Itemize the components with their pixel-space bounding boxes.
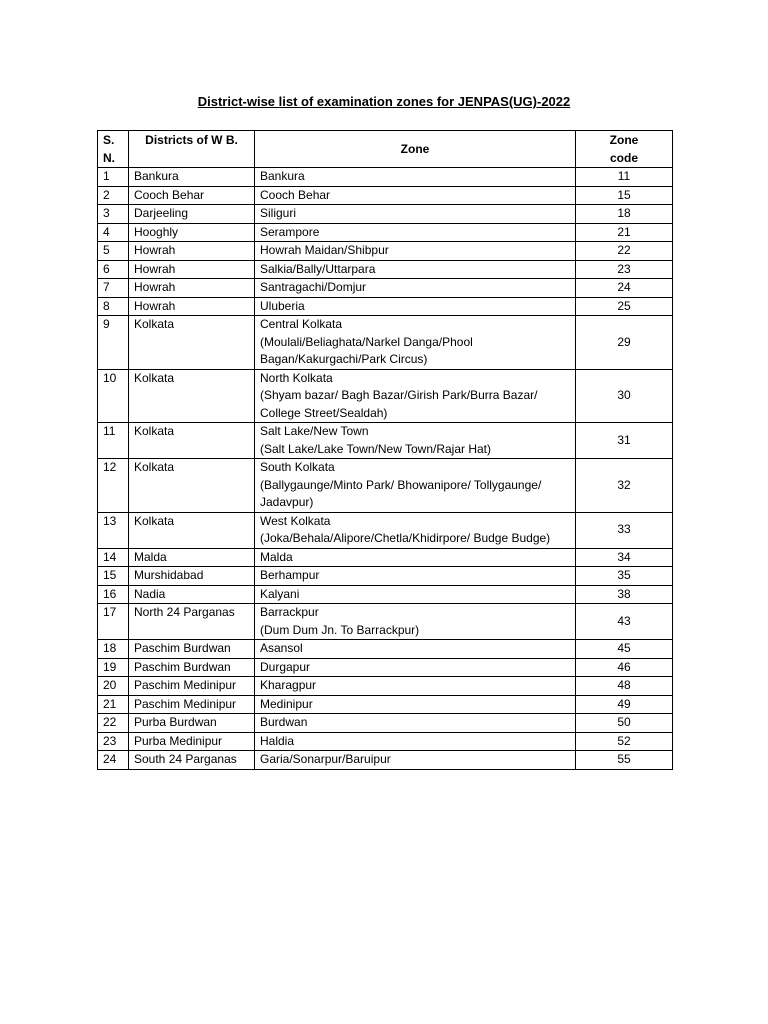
header-zone-code xyxy=(576,131,673,168)
cell-zone-code: 31 xyxy=(576,423,673,459)
zone-line: Medinipur xyxy=(260,696,313,711)
zone-line: Durgapur xyxy=(260,659,311,674)
zone-line: Serampore xyxy=(260,224,320,239)
cell-zone xyxy=(255,548,576,567)
cell-zone-code: 52 xyxy=(576,732,673,751)
cell-zone-code: 18 xyxy=(576,205,673,224)
zone-line: (Ballygaunge/Minto Park/ Bhowanipore/ Tollygaunge/ xyxy=(260,477,542,492)
page-title: District-wise list of examination zones for JENPAS(UG)-2022 xyxy=(197,94,571,109)
cell-district: Malda xyxy=(129,548,255,567)
cell-zone xyxy=(255,695,576,714)
table-row xyxy=(98,604,673,640)
table-row xyxy=(98,297,673,316)
cell-zone-code: 22 xyxy=(576,242,673,261)
zone-line: Garia/Sonarpur/Baruipur xyxy=(260,752,391,766)
cell-district: Nadia xyxy=(129,585,255,604)
table-row xyxy=(98,548,673,567)
zone-line: Barrackpur xyxy=(260,605,319,619)
cell-zone xyxy=(255,316,576,370)
table-row xyxy=(98,223,673,242)
zone-line: Asansol xyxy=(260,641,303,655)
cell-sn: 12 xyxy=(98,459,129,513)
zones-table xyxy=(97,130,673,770)
zone-line: Howrah Maidan/Shibpur xyxy=(260,243,389,257)
zone-line: Burdwan xyxy=(260,715,308,729)
table-row xyxy=(98,732,673,751)
zone-line: Bankura xyxy=(260,169,305,183)
cell-district: Bankura xyxy=(129,168,255,187)
table-row xyxy=(98,751,673,770)
cell-district: Darjeeling xyxy=(129,205,255,224)
zone-line: (Salt Lake/Lake Town/New Town/Rajar Hat) xyxy=(260,441,491,456)
cell-district: Howrah xyxy=(129,242,255,261)
cell-district: Kolkata xyxy=(129,369,255,423)
cell-sn: 23 xyxy=(98,732,129,751)
cell-sn: 1 xyxy=(98,168,129,187)
cell-district: Paschim Burdwan xyxy=(129,640,255,659)
cell-district: Cooch Behar xyxy=(129,186,255,205)
table-row xyxy=(98,714,673,733)
cell-zone-code: 48 xyxy=(576,677,673,696)
zone-line: Santragachi/Domjur xyxy=(260,280,367,294)
cell-sn: 18 xyxy=(98,640,129,659)
table-row xyxy=(98,242,673,261)
cell-district: Hooghly xyxy=(129,223,255,242)
cell-sn: 2 xyxy=(98,186,129,205)
cell-sn: 20 xyxy=(98,677,129,696)
zone-line: Berhampur xyxy=(260,568,320,582)
table-row xyxy=(98,585,673,604)
cell-sn: 24 xyxy=(98,751,129,770)
cell-sn: 6 xyxy=(98,260,129,279)
cell-zone-code: 50 xyxy=(576,714,673,733)
cell-zone-code: 33 xyxy=(576,512,673,548)
cell-district: Howrah xyxy=(129,260,255,279)
cell-zone-code: 25 xyxy=(576,297,673,316)
cell-zone xyxy=(255,168,576,187)
cell-sn: 16 xyxy=(98,585,129,604)
zone-line: (Joka/Behala/Alipore/Chetla/Khidirpore/ Budge Budge) xyxy=(260,531,551,545)
cell-district: Kolkata xyxy=(129,459,255,513)
zone-line: West Kolkata xyxy=(260,513,331,528)
zone-line: College Street/Sealdah) xyxy=(260,405,388,420)
table-header-row xyxy=(98,131,673,168)
cell-zone-code: 45 xyxy=(576,640,673,659)
cell-district: Paschim Burdwan xyxy=(129,658,255,677)
cell-zone-code: 24 xyxy=(576,279,673,298)
cell-zone xyxy=(255,677,576,696)
zone-line: (Moulali/Beliaghata/Narkel Danga/Phool xyxy=(260,334,473,349)
header-zone: Zone xyxy=(255,131,576,168)
cell-zone xyxy=(255,640,576,659)
zone-line: Siliguri xyxy=(260,206,297,220)
cell-zone-code: 29 xyxy=(576,316,673,370)
cell-district: North 24 Parganas xyxy=(129,604,255,640)
table-row xyxy=(98,677,673,696)
cell-zone-code: 15 xyxy=(576,186,673,205)
cell-sn: 22 xyxy=(98,714,129,733)
cell-district: Kolkata xyxy=(129,423,255,459)
table-row xyxy=(98,459,673,513)
cell-sn: 5 xyxy=(98,242,129,261)
cell-zone xyxy=(255,205,576,224)
cell-zone-code: 43 xyxy=(576,604,673,640)
table-row xyxy=(98,260,673,279)
cell-zone xyxy=(255,732,576,751)
cell-zone-code: 49 xyxy=(576,695,673,714)
table-row xyxy=(98,316,673,370)
cell-zone xyxy=(255,260,576,279)
header-district: Districts of W B. xyxy=(129,131,255,168)
cell-sn: 11 xyxy=(98,423,129,459)
cell-zone xyxy=(255,186,576,205)
cell-zone xyxy=(255,604,576,640)
cell-district: Howrah xyxy=(129,297,255,316)
table-row xyxy=(98,369,673,423)
cell-district: Paschim Medinipur xyxy=(129,695,255,714)
cell-zone xyxy=(255,423,576,459)
cell-zone-code: 21 xyxy=(576,223,673,242)
zone-line: Cooch Behar xyxy=(260,187,331,202)
cell-sn: 8 xyxy=(98,297,129,316)
cell-district: South 24 Parganas xyxy=(129,751,255,770)
table-row xyxy=(98,695,673,714)
table-row xyxy=(98,186,673,205)
cell-zone-code: 46 xyxy=(576,658,673,677)
cell-zone xyxy=(255,369,576,423)
table-row xyxy=(98,168,673,187)
table-row xyxy=(98,512,673,548)
table-row xyxy=(98,640,673,659)
cell-zone-code: 55 xyxy=(576,751,673,770)
cell-zone xyxy=(255,242,576,261)
cell-zone-code: 30 xyxy=(576,369,673,423)
header-zone-code-label: Zone code xyxy=(609,133,639,165)
zone-line: Salkia/Bally/Uttarpara xyxy=(260,261,376,276)
cell-district: Purba Medinipur xyxy=(129,732,255,751)
cell-zone xyxy=(255,658,576,677)
zone-line: Jadavpur) xyxy=(260,495,314,509)
zone-line: Bagan/Kakurgachi/Park Circus) xyxy=(260,352,428,366)
cell-zone xyxy=(255,459,576,513)
cell-district: Paschim Medinipur xyxy=(129,677,255,696)
zone-line: (Shyam bazar/ Bagh Bazar/Girish Park/Burra Bazar/ xyxy=(260,388,538,402)
cell-zone-code: 34 xyxy=(576,548,673,567)
cell-sn: 19 xyxy=(98,658,129,677)
zone-line: Uluberia xyxy=(260,298,305,313)
cell-zone xyxy=(255,714,576,733)
zone-line: Kharagpur xyxy=(260,678,317,692)
cell-zone-code: 35 xyxy=(576,567,673,586)
zone-line: Salt Lake/New Town xyxy=(260,424,369,438)
zone-line: Kalyani xyxy=(260,586,300,601)
cell-district: Kolkata xyxy=(129,512,255,548)
cell-sn: 21 xyxy=(98,695,129,714)
cell-zone xyxy=(255,297,576,316)
zone-line: Malda xyxy=(260,549,293,564)
cell-sn: 17 xyxy=(98,604,129,640)
cell-sn: 9 xyxy=(98,316,129,370)
cell-sn: 3 xyxy=(98,205,129,224)
table-row xyxy=(98,567,673,586)
cell-district: Murshidabad xyxy=(129,567,255,586)
cell-zone xyxy=(255,512,576,548)
zone-line: Haldia xyxy=(260,733,295,748)
zone-line: Central Kolkata xyxy=(260,317,343,331)
table-row xyxy=(98,658,673,677)
cell-zone-code: 38 xyxy=(576,585,673,604)
cell-sn: 4 xyxy=(98,223,129,242)
cell-district: Purba Burdwan xyxy=(129,714,255,733)
cell-sn: 14 xyxy=(98,548,129,567)
cell-zone xyxy=(255,223,576,242)
zone-line: (Dum Dum Jn. To Barrackpur) xyxy=(260,622,420,637)
cell-zone xyxy=(255,279,576,298)
table-row xyxy=(98,205,673,224)
cell-zone-code: 23 xyxy=(576,260,673,279)
zone-line: South Kolkata xyxy=(260,460,335,474)
cell-sn: 7 xyxy=(98,279,129,298)
header-sn: S. N. xyxy=(98,131,129,168)
cell-zone xyxy=(255,567,576,586)
cell-sn: 10 xyxy=(98,369,129,423)
cell-sn: 13 xyxy=(98,512,129,548)
cell-sn: 15 xyxy=(98,567,129,586)
table-row xyxy=(98,423,673,459)
cell-district: Kolkata xyxy=(129,316,255,370)
cell-zone-code: 32 xyxy=(576,459,673,513)
cell-district: Howrah xyxy=(129,279,255,298)
cell-zone xyxy=(255,751,576,770)
cell-zone-code: 11 xyxy=(576,168,673,187)
zone-line: North Kolkata xyxy=(260,370,333,385)
cell-zone xyxy=(255,585,576,604)
table-row xyxy=(98,279,673,298)
zones-table-body xyxy=(98,168,673,770)
